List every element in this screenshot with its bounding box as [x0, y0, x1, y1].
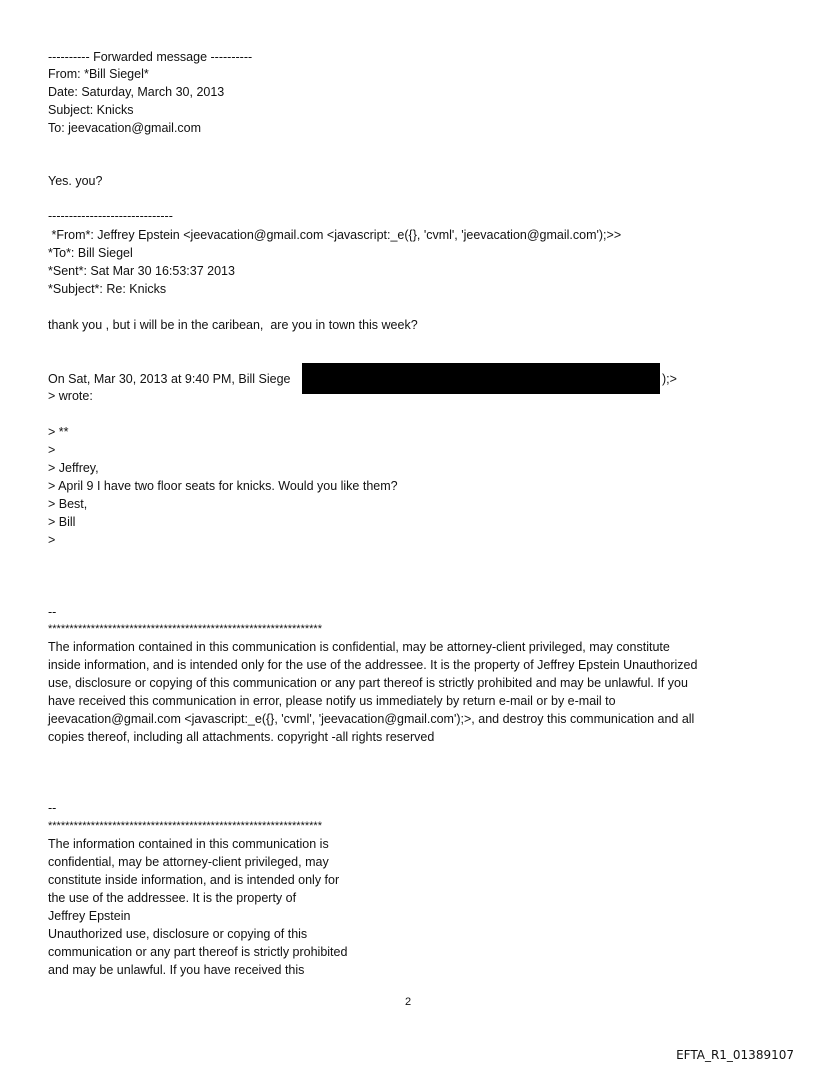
disclaimer-line: copies thereof, including all attachments. copyright -all rights reserved	[48, 730, 435, 744]
quoted-line: >	[48, 443, 56, 457]
redaction-box	[302, 363, 660, 394]
quoted-line: > Jeffrey,	[48, 461, 99, 475]
page-number: 2	[404, 996, 412, 1008]
quoted-sent: *Sent*: Sat Mar 30 16:53:37 2013	[48, 264, 235, 278]
quoted-from: *From*: Jeffrey Epstein <jeevacation@gmail.com <javascript:_e({}, 'cvml', 'jeevacation@gmail.com');>>	[48, 228, 622, 242]
header-subject: Subject: Knicks	[48, 103, 134, 117]
signature-dashes: --	[48, 801, 57, 815]
on-line-prefix: On Sat, Mar 30, 2013 at 9:40 PM, Bill Siege	[48, 372, 291, 386]
disclaimer-line: have received this communication in error, please notify us immediately by return e-mail or by e-mail to	[48, 694, 616, 708]
disclaimer-line: communication or any part thereof is strictly prohibited	[48, 945, 348, 959]
disclaimer-line: The information contained in this communication is	[48, 837, 329, 851]
disclaimer-line: constitute inside information, and is intended only for	[48, 873, 340, 887]
quoted-line: > Bill	[48, 515, 76, 529]
quoted-subject: *Subject*: Re: Knicks	[48, 282, 167, 296]
quoted-line: > April 9 I have two floor seats for knicks. Would you like them?	[48, 479, 398, 493]
disclaimer-line: jeevacation@gmail.com <javascript:_e({}, 'cvml', 'jeevacation@gmail.com');>, and destroy this communication and all	[48, 712, 695, 726]
disclaimer-line: inside information, and is intended only for the use of the addressee. It is the property of Jeffrey Epstein Unauthorized	[48, 658, 698, 672]
disclaimer-line: The information contained in this communication is confidential, may be attorney-client privileged, may constitute	[48, 640, 670, 654]
quoted-line: >	[48, 533, 56, 547]
disclaimer-line: Unauthorized use, disclosure or copying of this	[48, 927, 308, 941]
quoted-divider: ------------------------------	[48, 209, 173, 223]
reply-text: Yes. you?	[48, 174, 103, 188]
disclaimer-line: use, disclosure or copying of this communication or any part thereof is strictly prohibited and may be unlawful. If you	[48, 676, 688, 690]
disclaimer-line: Jeffrey Epstein	[48, 909, 131, 923]
on-line-suffix: );>	[662, 372, 677, 386]
disclaimer-line: confidential, may be attorney-client privileged, may	[48, 855, 329, 869]
quoted-line: > **	[48, 425, 69, 439]
header-date: Date: Saturday, March 30, 2013	[48, 85, 225, 99]
disclaimer-line: the use of the addressee. It is the property of	[48, 891, 297, 905]
stars-line: ****************************************************************	[48, 623, 322, 635]
quoted-line: > Best,	[48, 497, 88, 511]
quoted-to: *To*: Bill Siegel	[48, 246, 133, 260]
document-id: EFTA_R1_01389107	[676, 1048, 794, 1062]
body-text: thank you , but i will be in the caribean, are you in town this week?	[48, 318, 418, 332]
signature-dashes: --	[48, 605, 57, 619]
forwarded-marker: ---------- Forwarded message ----------	[48, 50, 253, 64]
disclaimer-line: and may be unlawful. If you have received this	[48, 963, 305, 977]
stars-line: ****************************************************************	[48, 820, 322, 832]
header-from: From: *Bill Siegel*	[48, 67, 149, 81]
wrote-line: > wrote:	[48, 389, 93, 403]
header-to: To: jeevacation@gmail.com	[48, 121, 202, 135]
